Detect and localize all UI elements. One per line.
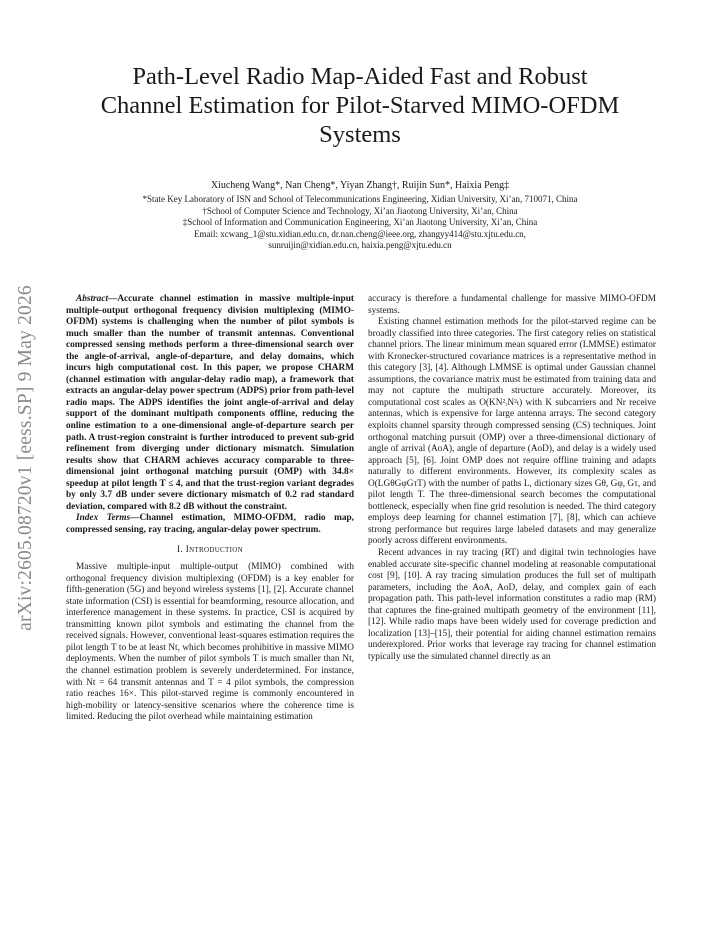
right-column xyxy=(368,294,656,664)
index-terms-text: —Channel estimation, MIMO-OFDM, radio map, compressed sensing, ray tracing, angular-delay power spectrum. xyxy=(66,513,354,535)
title-line-3: Systems xyxy=(319,121,401,148)
title-line-2: Channel Estimation for Pilot-Starved MIMO-OFDM xyxy=(100,92,620,119)
left-column xyxy=(66,294,354,724)
intro-paragraph-3: Recent advances in ray tracing (RT) and digital twin technologies have enabled accurate site-specific channel modeling at reasonable computational cost [9], [10]. A ray tracing simulation produces the full set of multipath parameters, including the AoA, AoD, delay, and complex gain of each propagation path. This path-level information constitutes a radio map (RM) that captures the fine-grained multipath geometry of the environment [11], [12]. While radio maps have been widely used for coverage prediction and localization [13]–[15], their potential for aiding channel estimation remains underexplored. Prior works that leverage ray tracing for channel estimation typically use the simulated channel directly as an xyxy=(368,548,656,662)
index-terms-label: Index Terms xyxy=(76,513,131,524)
email-line-2: sunruijin@xidian.edu.cn, haixia.peng@xjtu.edu.cn xyxy=(268,240,452,250)
arxiv-stamp xyxy=(14,258,38,658)
affiliations xyxy=(60,194,660,252)
section-heading: I. Introduction xyxy=(177,545,243,556)
intro-paragraph-2: Existing channel estimation methods for the pilot-starved regime can be broadly classified into three categories. The first category relies on statistical channel priors. The linear minimum mean squared error (LMMSE) estimator with Kronecker-structured covariance matrices is a representative method in this category [3], [4]. Although LMMSE is optimal under Gaussian channel assumptions, the covariance matrix must be estimated from training data and may not capture the multipath structure accurately. Moreover, its computational cost scales as O(KN²ᵣN²ₜ) with K subcarriers and Nr receive antennas, which is expensive for large antenna arrays. The second category exploits channel sparsity through compressed sensing (CS) techniques. Joint orthogonal matching pursuit (OMP) over a three-dimensional dictionary of angle of arrival (AoA), angle of departure (AoD), and delay is a widely used approach [5], [6]. Joint OMP does not require offline training and adapts naturally to different environments. However, its complexity scales as O(LGθGφGτT) with the number of paths L, dictionary sizes Gθ, Gφ, Gτ, and pilot length T. The three-dimensional search becomes the computational bottleneck, especially when fine grid resolution is needed. The third category employs deep learning for channel estimation [7], [8], which can achieve strong performance but requires large labeled datasets and may generalize poorly across different environments. xyxy=(368,317,656,547)
index-terms xyxy=(66,513,354,536)
email-line-1: Email: xcwang_1@stu.xidian.edu.cn, dr.nan.cheng@ieee.org, zhangyy414@stu.xjtu.edu.cn, xyxy=(194,228,526,239)
intro-paragraph-1: Massive multiple-input multiple-output (MIMO) combined with orthogonal frequency division multiplexing (OFDM) is a key enabler for fifth-generation (5G) and beyond wireless systems [1], [2]. Accurate channel state information (CSI) is essential for beamforming, resource allocation, and interference management in these systems. In practice, CSI is acquired by transmitting known pilot symbols and estimating the channel from the received signals. However, conventional least-squares estimation requires the pilot length T to be at least Nt, which becomes prohibitive in massive MIMO deployments. When the number of pilot symbols T is much smaller than Nt, the channel estimation problem is severely underdetermined. For instance, with Nt = 64 transmit antennas and T = 4 pilot symbols, the compression ratio reaches 16×. This pilot-starved regime is commonly encountered in high-mobility or latency-sensitive scenarios where the coherence time is limited. Reducing the pilot overhead while maintaining estimation xyxy=(66,562,354,723)
arxiv-stamp-text: arXiv:2605.08720v1 [eess.SP] 9 May 2026 xyxy=(15,285,36,631)
paper-title xyxy=(60,62,660,149)
abstract-text: —Accurate channel estimation in massive multiple-input multiple-output orthogonal frequency division multiplexing (MIMO-OFDM) systems is challenging when the number of pilot symbols is much smaller than the number of transmit antennas. Conventional compressed sensing methods perform a three-dimensional search over the angle-of-arrival, angle-of-departure, and delay domains, which incurs high computational cost. In this paper, we propose CHARM (channel estimation with angular-delay radio map), a framework that extracts an angular-delay power spectrum (ADPS) prior from path-level radio maps. The ADPS identifies the joint angle-of-arrival and delay support of the dominant multipath components offline, reducing the online estimation to a one-dimensional angle-of-departure search per path. A trust-region constraint is further introduced to prevent sub-grid refinement from diverging under dictionary mismatch. Simulation results show that CHARM achieves accuracy comparable to three-dimensional joint orthogonal matching pursuit (OMP) with 34.8× speedup at pilot length T ≤ 4, and that the trust-region variant degrades by only 3.7 dB under severe dictionary mismatch of 0.2 rad standard deviation, compared with 8.2 dB without the constraint. xyxy=(66,294,354,512)
author-list: Xiucheng Wang*, Nan Cheng*, Yiyan Zhang†, Ruijin Sun*, Haixia Peng‡ xyxy=(210,180,510,191)
affiliation-3: ‡School of Information and Communication Engineering, Xi’an Jiaotong University, Xi’an, China xyxy=(182,217,538,227)
abstract xyxy=(66,294,354,513)
title-line-1: Path-Level Radio Map-Aided Fast and Robust xyxy=(132,63,588,90)
intro-paragraph-continued: accuracy is therefore a fundamental challenge for massive MIMO-OFDM systems. xyxy=(368,294,656,316)
affiliation-2: †School of Computer Science and Technology, Xi’an Jiaotong University, Xi’an, China xyxy=(202,205,518,216)
abstract-label: Abstract xyxy=(76,294,109,304)
affiliation-1: *State Key Laboratory of ISN and School of Telecommunications Engineering, Xidian University, Xi’an, 710071, China xyxy=(142,194,578,204)
